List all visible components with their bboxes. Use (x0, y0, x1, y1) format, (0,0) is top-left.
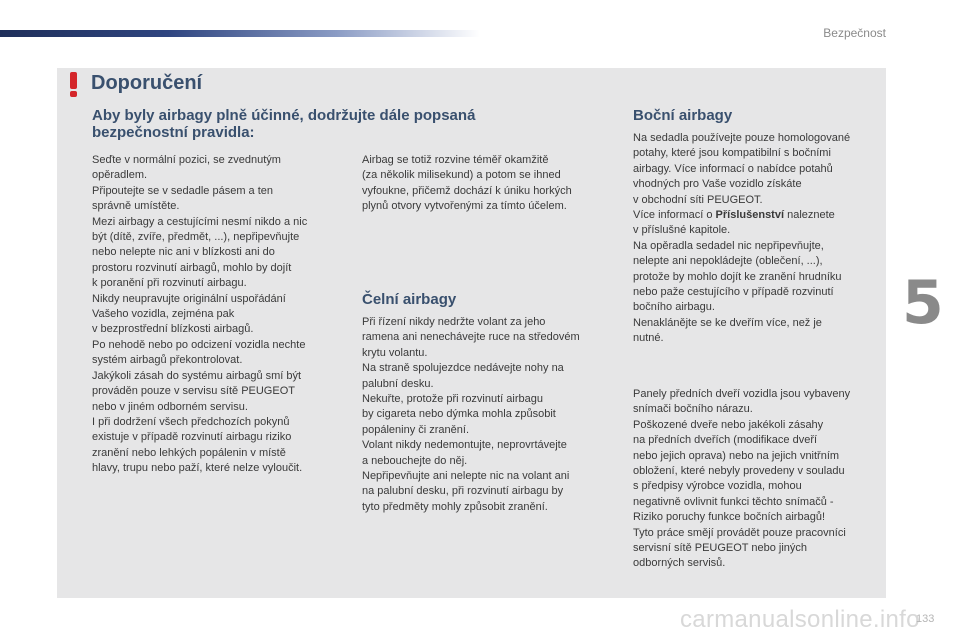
header-gradient-bar (0, 30, 480, 37)
airbag-deploy-text: Airbag se totiž rozvine téměř okamžitě (za několik milisekund) a potom se ihned vyfoukne, přičemž dochází k úniku horkých plynů otvory vytvořenými za tímto účelem. (362, 154, 572, 213)
side-airbags-heading: Boční airbagy (633, 107, 733, 124)
front-airbags-heading: Čelní airbagy (362, 291, 457, 308)
panel-subheading: Aby byly airbagy plně účinné, dodržujte dále popsaná bezpečnostní pravidla: (92, 107, 476, 141)
warning-icon (69, 72, 79, 98)
general-rules-text: Seďte v normální pozici, se zvednutým opěradlem. Připoutejte se v sedadle pásem a ten správně umístěte. Mezi airbagy a cestujícími nesmí nikdo a nic být (dítě, zvíře, předmět, ...), nepřipevňujte nebo nelepte nic ani v blízkosti ani do prostoru rozvinutí airbagů, mohlo by dojít k poranění při rozvinutí airbagu. Nikdy neupravujte originální uspořádání Vašeho vozidla, zejména pak v bezprostřední blízkosti airbagů. Po nehodě nebo po odcizení vozidla nechte systém airbagů překontrolovat. Jakýkoli zásah do systému airbagů smí být prováděn pouze v servisu sítě PEUGEOT nebo v jiném odborném servisu. I při dodržení všech předchozích pokynů existuje v případě rozvinutí airbagu riziko zranění nebo lehkých popálenin v místě hlavy, trupu nebo paží, které nelze vyloučit. (92, 154, 308, 475)
page-number: 133 (916, 613, 935, 625)
door-sensors-text: Panely předních dveří vozidla jsou vybaveny snímači bočního nárazu. Poškozené dveře nebo jakékoli zásahy na předních dveřích (modifikace dveří nebo jejich oprava) nebo na jejich vnitřním obložení, které nebyly provedeny v souladu s předpisy výrobce vozidla, mohou negativně ovlivnit funkci těchto snímačů - Riziko poruchy funkce bočních airbagů! Tyto práce smějí provádět pouze pracovníci servisní sítě PEUGEOT nebo jiných odborných servisů. (633, 388, 851, 570)
front-airbags-text: Při řízení nikdy nedržte volant za jeho ramena ani nenechávejte ruce na středovém krytu volantu. Na straně spolujezdce nedávejte nohy na palubní desku. Nekuřte, protože při rozvinutí airbagu by cigareta nebo dýmka mohla způsobit popáleniny či zranění. Volant nikdy nedemontujte, neprovrtávejte a nebouchejte do něj. Nepřipevňujte ani nelepte nic na volant ani na palubní desku, při rozvinutí airbagu by tyto předměty mohly způsobit zranění. (362, 316, 580, 513)
panel-title: Doporučení (91, 72, 203, 94)
watermark: carmanualsonline.info (680, 606, 920, 633)
side-airbags-text: Na sedadla používejte pouze homologované potahy, které jsou kompatibilní s bočními airbagy. Více informací o nabídce potahů vhodných pro Vaše vozidlo získáte v obchodní síti PEUGEOT. Více informací o Příslušenství naleznete v příslušné kapitole. Na opěradla sedadel nic nepřipevňujte, nelepte ani nepokládejte (oblečení, ...), protože by mohlo dojít ke zranění hrudníku nebo paže cestujícího v případě rozvinutí bočního airbagu. Nenaklánějte se ke dveřím více, než je nutné. (633, 132, 851, 345)
section-title: Bezpečnost (823, 26, 886, 40)
accessories-term: Příslušenství (715, 209, 785, 222)
chapter-number: 5 (902, 268, 944, 338)
